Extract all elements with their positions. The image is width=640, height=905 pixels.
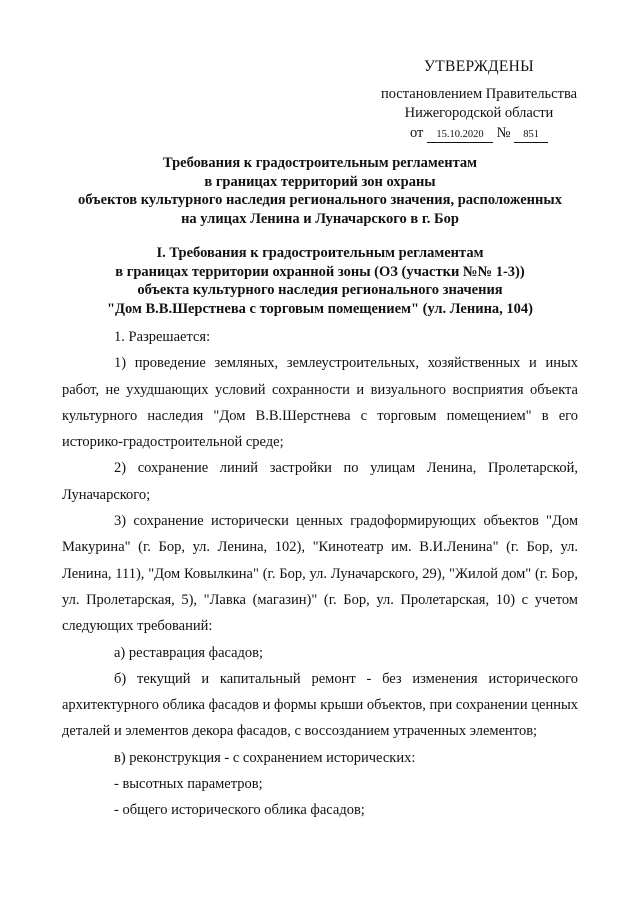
body-paragraph: - высотных параметров;: [114, 776, 263, 793]
section-title-line: I. Требования к градостроительным регламентам: [156, 245, 484, 261]
document-title-line: на улицах Ленина и Луначарского в г. Бор: [181, 210, 459, 227]
body-paragraph: 3) сохранение исторически ценных градоформирующих объектов "Дом Макурина" (г. Бор, ул. Ленина, 102), "Кинотеатр им. В.И.Ленина" (г. Бор, ул. Ленина, 111), "Дом Ковылкина" (г. Бор, ул. Луначарского, 29), "Жилой дом" (г. Бор, ул. Пролетарская, 5), "Лавка (магазин)" (г. Бор, ул. Пролетарская, 10) с учетом следующих требований:: [62, 513, 578, 635]
document-title-line: в границах территорий зон охраны: [204, 173, 436, 190]
section-title-line: в границах территории охранной зоны (ОЗ (участки №№ 1-3)): [115, 263, 525, 280]
document-body: [62, 324, 578, 824]
document-title-line: объектов культурного наследия регионального значения, расположенных: [78, 192, 562, 208]
approval-issuer-line-2: Нижегородской области: [404, 105, 554, 121]
body-paragraph: 2) сохранение линий застройки по улицам Ленина, Пролетарской, Луначарского;: [62, 460, 578, 503]
body-paragraph: - общего исторического облика фасадов;: [114, 802, 365, 819]
document-title-line: Требования к градостроительным регламентам: [162, 155, 478, 171]
approval-date-line: [364, 124, 594, 143]
document-title: [62, 154, 578, 228]
body-paragraph: 1. Разрешается:: [114, 329, 211, 345]
approval-issuer-line-1: постановлением Правительства: [380, 86, 578, 102]
section-title-line: объекта культурного наследия регионального значения: [137, 282, 503, 298]
date-prefix: от: [409, 125, 424, 141]
body-paragraph: б) текущий и капитальный ремонт - без изменения исторического архитектурного облика фасадов и формы крыши объектов, при сохранении ценных деталей и элементов декора фасадов, с воссозданием утраченных элементов;: [62, 670, 578, 740]
approval-date: 15.10.2020: [427, 128, 493, 143]
body-paragraph: в) реконструкция - с сохранением исторических:: [114, 749, 416, 766]
number-sign: №: [496, 125, 511, 141]
approval-title: УТВЕРЖДЕНЫ: [424, 58, 534, 75]
approval-number: 851: [514, 128, 548, 143]
body-paragraph: 1) проведение земляных, землеустроительных, хозяйственных и иных работ, не ухудшающих условий сохранности и визуального восприятия объекта культурного наследия "Дом В.В.Шерстнева с торговым помещением" в его историко-градостроительной среде;: [62, 355, 578, 451]
section-title: [62, 244, 578, 318]
body-paragraph: а) реставрация фасадов;: [114, 644, 264, 661]
approval-stamp: [364, 58, 594, 143]
section-title-line: "Дом В.В.Шерстнева с торговым помещением" (ул. Ленина, 104): [106, 300, 534, 317]
